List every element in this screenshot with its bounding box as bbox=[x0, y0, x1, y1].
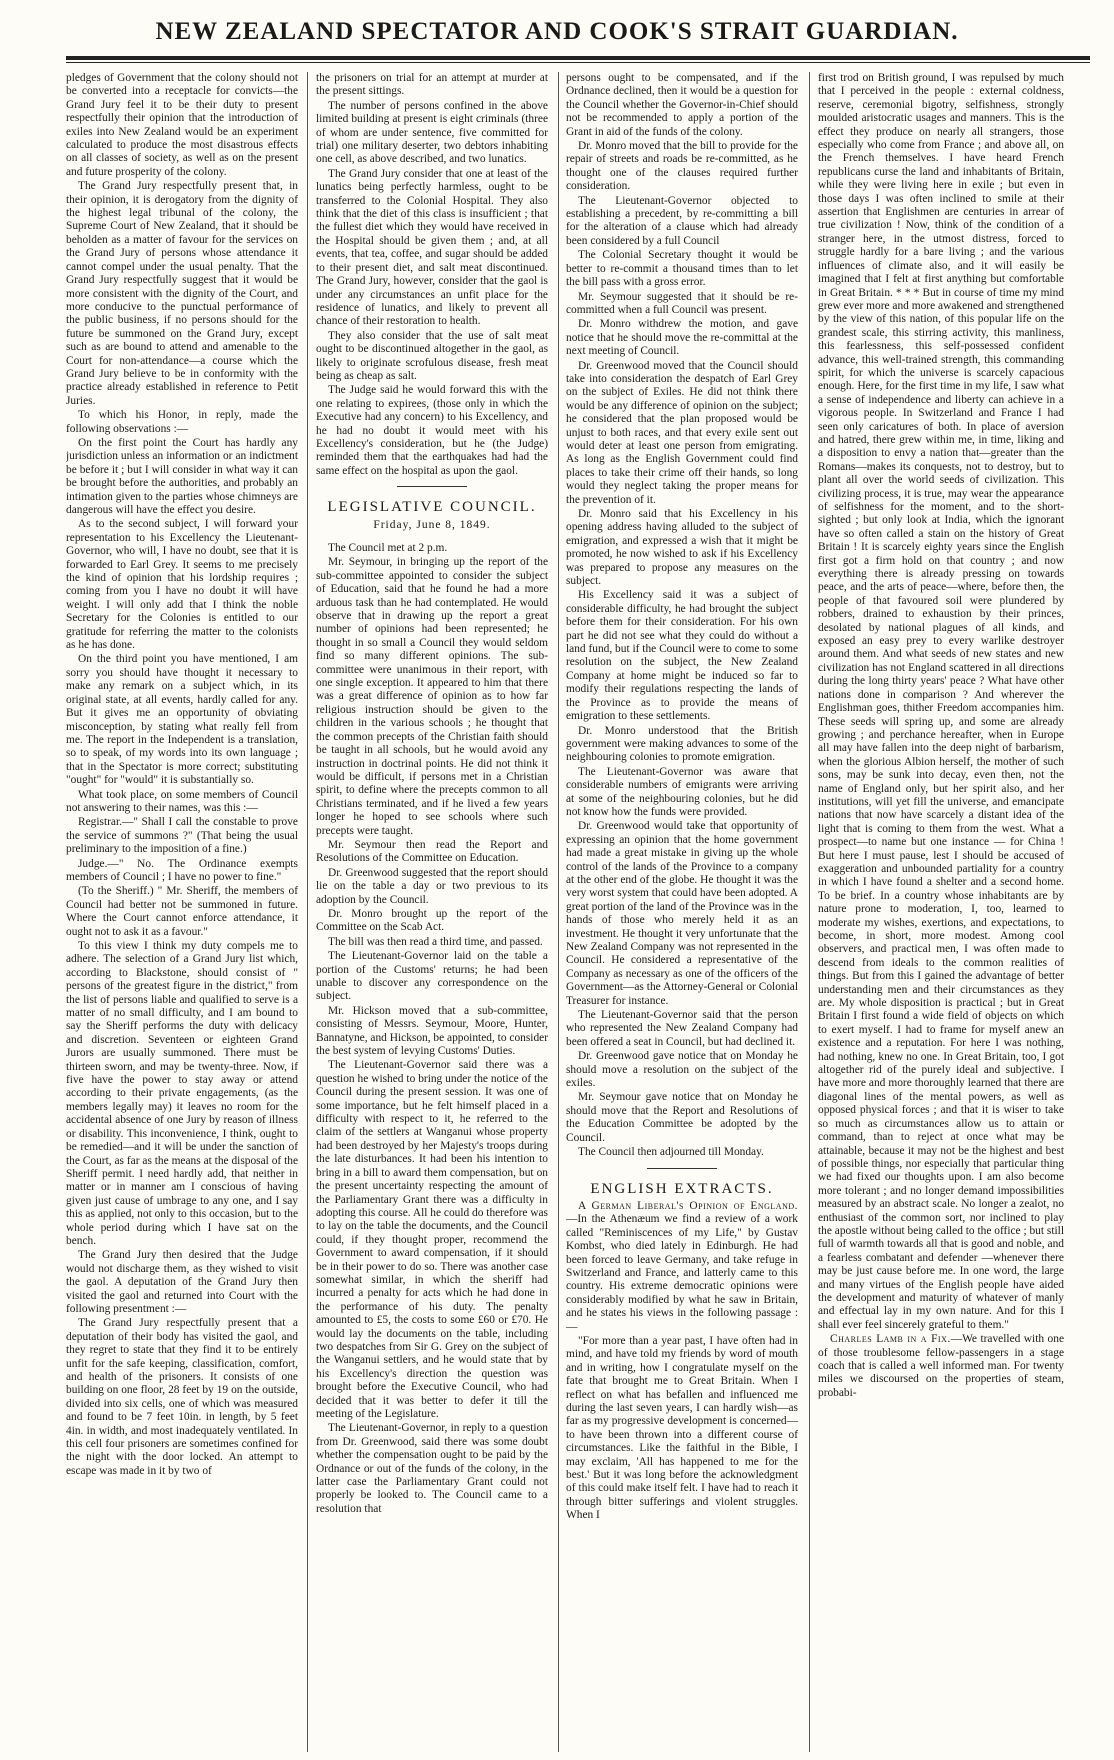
article-text: —We travelled with one of those troublesome fellow-passengers in a stage coach that is called a well informed man. For twenty miles we discoursed on the properties of steam, probabi- bbox=[818, 1333, 1064, 1399]
paragraph: Dr. Monro moved that the bill to provide for the repair of streets and roads be re-committed, as he thought one of the clauses required further consideration. bbox=[566, 140, 798, 193]
paragraph: The bill was then read a third time, and passed. bbox=[328, 935, 543, 948]
paragraph: The number of persons confined in the above limited building at present is eight criminals (three of whom are under sentence, five committed for trial) one military deserter, two debtors inhabiting one cell, as above described, and two lunatics. bbox=[316, 99, 548, 166]
paragraph: the prisoners on trial for an attempt at murder at the present sittings. bbox=[316, 72, 548, 98]
section-heading-legislative-council: LEGISLATIVE COUNCIL. bbox=[327, 499, 537, 516]
paragraph: To this view I think my duty compels me to adhere. The selection of a Grand Jury list which, according to Blackstone, should consist of " persons of the greatest figure in the district," from the list of persons liable and qualified to serve is a matter of no small difficulty, and I am bound to say the Sheriff performs the duty with delicacy and discretion. Seventeen or eighteen Grand Jurors are usually summoned. There must be thirteen sworn, and may be twenty-three. Now, if five have the power to stay away or attend according to their private engagements, (as the members legally may) it leaves no room for the accidental absence of one Jury by reason of illness or disability. This inconvenience, I think, ought to be remedied—and it will be under the sanction of the Court, as far as the means at the disposal of the Sheriff permit. I need hardly add, that neither in matter or in manner am I conscious of having given just cause of umbrage to any one, and I say this as applied, not only to this occasion, but to the whole period during which I have sat on the bench. bbox=[66, 940, 298, 1247]
paragraph: The Lieutenant-Governor said that the person who represented the New Zealand Company had been offered a seat in Council, but had declined it. bbox=[566, 1009, 798, 1048]
paragraph: Dr. Greenwood gave notice that on Monday he should move a resolution on the subject of the exiles. bbox=[566, 1050, 798, 1090]
column-4 bbox=[818, 72, 1064, 1752]
paragraph: pledges of Government that the colony should not be converted into a receptacle for convicts—the Grand Jury feel it to be their duty to present respectfully their opinion that the introduction of exiles into New Zealand would be an experiment calculated to produce the most disastrous effects on all classes of society, as well as on the present and future prosperity of the colony. bbox=[66, 72, 298, 178]
paragraph: Judge.—" No. The Ordinance exempts members of Council ; I have no power to fine." bbox=[66, 857, 298, 883]
section-heading-english-extracts: ENGLISH EXTRACTS. bbox=[590, 1180, 774, 1197]
paragraph: first trod on British ground, I was repulsed by much that I perceived in the people : external coldness, reserve, ceremonial bigotry, selfishness, strongly moulded aristocratic usages and manners. This is the effect they produce on nearly all strangers, those especially who come from France ; and above all, on the French themselves. I have heard French republicans curse the land and inhabitants of Britain, while they were living here in exile ; but even in those days I was often inclined to smile at their assertion that Englishmen are centuries in arrear of true civilization ! Now, think of the condition of a stranger here, in the utmost distress, forced to struggle hardly for a bare living ; and the various influences of climate also, and it will easily be imagined that I felt at first anything but comfortable in Great Britain. * * * But in course of time my mind grew ever more and more awakened and strengthened by the view of this nation, of this popular life on the grandest scale, this stirring activity, this manliness, this fearlessness, this self-possessed confident advance, this well-trained strength, this commanding spirit, for which the universe is scarcely capacious enough. Here, for the first time in my life, I saw what a sense of independence and liberty can achieve in a vigorous people. In Switzerland and France I had seen only caricatures of both. In place of aversion and hatred, there grew within me, in time, liking and a disposition to envy a nation that—greater than the Romans—makes its conquests, not to destroy, but to plant all over the world seeds of civilization. This civilizing process, it is true, may wear the appearance of selfishness for the moment, and to the short-sighted ; but only look at India, which the ignorant have so often called a stain on the history of Great Britain ! It is scarcely eighty years since the English first got a firm hold on that country ; and now everything there is already pressing on towards peace, and the arts of peace—where, before then, the people of that favoured soil were plundered by robbers, drained to exhaustion by their princes, desolated by national plagues of all kinds, and exposed an easy prey to every warlike destroyer around them. And what seeds of new states and new civilization has not England scattered in all directions during the long thirty years' peace ? What have other nations done in comparison ? And wherever the Englishman goes, thither Freedom accompanies him. These seeds will spring up, and some are already growing ; and perchance hereafter, when in Europe all may have fallen into the deep night of barbarism, when the glorious Albion herself, the mother of such sons, may be sunk into decay, even then, not the name of England only, but her spirit also, and her institutions, will yet fill the universe, and emancipate nations that now have scarcely a distant idea of the light that is coming to them from the west. What a prospect—to name but one instance — for China ! But here I must pause, lest I should be accused of exaggeration and unbounded partiality for a country in which I have found a shelter and a second home. To be brief. In a country whose inhabitants are by nature prone to moderation, I, too, learned to moderate my wishes, exertions, and expectations, to become, in short, more modest. Among cool observers, and practical men, I was often made to descend from ideals to the common realities of things. But from this I gained the advantage of better understanding men and their circumstances as they are. My whole disposition is practical ; but in Great Britain I first found a wide field of objects on which to exert myself. I had to frame for myself anew an existence and a reputation. For here I was nothing, had nothing, knew no one. In Great Britain, too, I got altogether rid of the purely ideal and subjective. I have more and more thoroughly learned that there are diagonal lines of the mental powers, as well as opposed physical forces ; and that it is wiser to take so much as circumstances allow us to attain or command, than to reject at once what may be attainable, because it may not be the highest and best of possible things, nor especially that particular thing we had fixed our thoughts upon. I am also become more tolerant ; and no longer demand impossibilities measured by an abstract scale. No longer a zealot, no enthusiast of the common sort, nor inclined to play the apostle without being called to the office ; but still full of warmth towards all that is good and noble, and a fearless combatant and defender —whenever there may be just cause before me. In one word, the large and many virtues of the English people have aided the development and maturity of whatever of manly and effectual lay in my own nature. And for this I shall ever feel sincerely grateful to them." bbox=[818, 72, 1064, 1331]
paragraph: Mr. Seymour suggested that it should be re-committed when a full Council was present. bbox=[566, 290, 798, 316]
column-3 bbox=[566, 72, 798, 1752]
article-lead: A German Liberal's Opinion of England. bbox=[578, 1199, 798, 1212]
paragraph: Mr. Seymour gave notice that on Monday he should move that the Report and Resolutions of the Education Committee be adopted by the Council. bbox=[566, 1091, 798, 1144]
masthead-rule-thin bbox=[66, 62, 1090, 63]
paragraph: The Grand Jury respectfully present that a deputation of their body has visited the gaol, and they regret to state that they find it to be entirely unfit for the safe keeping, classification, comfort, and health of the prisoners. It consists of one building on one floor, 28 feet by 19 on the outside, divided into six cells, one of which was measured and found to be 7 feet 10in. in length, by 5 feet 4in. in width, and most inadequately ventilated. In this cell four prisoners are sometimes confined for the night with the door locked. An attempt to escape was made in it by two of bbox=[66, 1317, 298, 1477]
section-rule bbox=[397, 486, 467, 487]
paragraph: Registrar.—" Shall I call the constable to prove the service of summons ?" (That being the usual preliminary to the imposition of a fine.) bbox=[66, 816, 298, 856]
paragraph: The Lieutenant-Governor objected to establishing a precedent, by re-committing a bill for the alteration of a clause which had already been considered by a full Council bbox=[566, 194, 798, 247]
masthead-rule bbox=[66, 56, 1090, 60]
paragraph: "For more than a year past, I have often had in mind, and have told my friends by word of mouth and in writing, how I congratulate myself on the fate that brought me to Great Britain. When I reflect on what has befallen and influenced me during the last seven years, I can hardly wish—as far as my progressive development is concerned—to have been thrown into a different course of circumstances. Like the faithful in the Bible, I may exclaim, 'All has happened to me for the best.' But it was long before the acknowledgment of this could make itself felt. I have had to reach it through bitter sufferings and violent struggles. When I bbox=[566, 1334, 798, 1522]
paragraph: The Grand Jury then desired that the Judge would not discharge them, as they wished to visit the gaol. A deputation of the Grand Jury then visited the gaol and returned into Court with the following presentment :— bbox=[66, 1249, 298, 1315]
paragraph: Mr. Seymour then read the Report and Resolutions of the Committee on Education. bbox=[316, 838, 548, 865]
section-date: Friday, June 8, 1849. bbox=[373, 518, 491, 531]
column-divider bbox=[809, 72, 810, 1752]
section-rule bbox=[647, 1168, 717, 1169]
paragraph: Dr. Greenwood moved that the Council should take into consideration the despatch of Earl Grey on the subject of Exiles. He did not think there would be any difference of opinion on the subject; he considered that the plan proposed would be unjust to both races, and that every exile sent out would deter at least one person from emigrating. As long as the English Government could find places to take their crime off their hands, so long would they neglect taking the proper means for the prevention of it. bbox=[566, 359, 798, 506]
paragraph: The Grand Jury respectfully present that, in their opinion, it is derogatory from the dignity of the highest legal tribunal of the colony, the Supreme Court of New Zealand, that it should be beholden as a matter of favour for the services on the Grand Jury of persons whose attendance it cannot compel under the usual penalty. That the Grand Jury respectfully suggest that it would be more consistent with the dignity of the Court, and more conducive to the punctual performance of the public business, if no persons should for the future be summoned on the Grand Jury, except such as are bound to attend and amenable to the Court for non-attendance—a course which the Grand Jury believe to be in conformity with the practice already established in reference to Petit Juries. bbox=[66, 180, 298, 407]
column-divider bbox=[307, 72, 308, 1752]
paragraph: The Grand Jury consider that one at least of the lunatics being perfectly harmless, ought to be transferred to the Colonial Hospital. They also think that the diet of this class is insufficient ; that the fullest diet which they would have received in the Hospital should be given them ; and, at all events, that tea, coffee, and sugar should be added to their present diet, and salt meat discontinued. The Grand Jury, however, consider that the gaol is under any circumstances an unfit place for the residence of lunatics, and likely to prevent all chance of their restoration to health. bbox=[316, 167, 548, 328]
article-text: —In the Athenæum we find a review of a work called "Reminiscences of my Life," by Gustav Kombst, who died lately in Edinburgh. He had been forced to leave Germany, and take refuge in Switzerland and France, and latterly came to this country. His extreme democratic opinions were considerably modified by what he saw in Britain, and he states his views in the following passage :— bbox=[566, 1213, 798, 1333]
paragraph: His Excellency said it was a subject of considerable difficulty, he had brought the subject before them for their consideration. For his own part he did not see what they could do without a land fund, but if the Council were to come to some resolution on the subject, the New Zealand Company at home might be induced so far to modify their regulations respecting the lands of the Province as to provide the means of emigration to these settlements. bbox=[566, 589, 798, 723]
paragraph: What took place, on some members of Council not answering to their names, was this :— bbox=[66, 788, 298, 814]
paragraph: Dr. Monro said that his Excellency in his opening address having alluded to the subject of emigration, and expressed a wish that it might be promoted, he now wished to ask if his Excellency was prepared to propose any measures on the subject. bbox=[566, 508, 798, 588]
paragraph: persons ought to be compensated, and if the Ordnance declined, then it would be a question for the Council whether the Governor-in-Chief should not be recommended to apply a portion of the Grant in aid of the funds of the colony. bbox=[566, 72, 798, 138]
paragraph: The Lieutenant-Governor laid on the table a portion of the Customs' returns; he had been unable to discover any correspondence on the subject. bbox=[316, 950, 548, 1003]
paragraph: Dr. Greenwood suggested that the report should lie on the table a day or two previous to its adoption by the Council. bbox=[316, 866, 548, 906]
paragraph: The Judge said he would forward this with the one relating to expirees, (those only in which the Executive had any concern) to his Excellency, and he had no doubt it would meet with his Excellency's consideration, but he (the Judge) reminded them that the earthquakes had had the same effect on the hospital as upon the gaol. bbox=[316, 384, 548, 477]
paragraph: They also consider that the use of salt meat ought to be discontinued altogether in the gaol, as likely to originate scrofulous disease, fresh meat being as cheap as salt. bbox=[316, 329, 548, 382]
paragraph: Dr. Greenwood would take that opportunity of expressing an opinion that the home government had made a great mistake in giving up the whole control of the lands of the Province to a company at the other end of the globe. He thought it was the very worst system that could have been adopted. A great portion of the land of the Province was in the hands of those who merely held it as an investment. He thought it very unfortunate that the New Zealand Company was not represented in the Council. He considered a representative of the Company as necessary as one of the officers of the Government—as the Attorney-General or Colonial Treasurer for instance. bbox=[566, 820, 798, 1007]
paragraph: On the first point the Court has hardly any jurisdiction unless an information or an indictment be before it ; but I will consider in what way it can be brought before the authorities, and probably an intimation given to the parties whose chimneys are dangerous will have the effect you desire. bbox=[66, 436, 298, 516]
masthead-title: NEW ZEALAND SPECTATOR AND COOK'S STRAIT GUARDIAN. bbox=[155, 18, 959, 45]
paragraph: Mr. Seymour, in bringing up the report of the sub-committee appointed to consider the subject of Education, said that he found he had a more arduous task than he had contemplated. He would observe that in drawing up the report a great number of opinions had been represented; he thought in so small a Council they would seldom find so many different opinions. The sub-committee were unanimous in their report, with one single exception. It appeared to him that there was a great difference of opinion as to how far religious instruction should be given to the children in the various schools ; he thought that the common precepts of the Christian faith should be taught in all schools, but he would avoid any instruction in doctrinal points. He did not think it would be difficult, if persons met in a Christian spirit, to define where the precepts common to all Christians terminated, and if he lived a few years longer he hoped to see schools where such precepts were taught. bbox=[316, 556, 548, 837]
paragraph: Dr. Monro understood that the British government were making advances to some of the neighbouring colonies to promote emigration. bbox=[566, 724, 798, 764]
article-lead: Charles Lamb in a Fix. bbox=[830, 1333, 951, 1346]
paragraph: On the third point you have mentioned, I am sorry you should have thought it necessary to make any remark on a subject which, in its original state, at all events, hardly called for any. But it gives me an opportunity of obviating misconception, by stating what really fell from me. The report in the Independent is a translation, so to speak, of my words into its own language ; that in the Spectator is more correct; substituting "ought" for "would" it is substantially so. bbox=[66, 653, 298, 787]
paragraph: Dr. Monro withdrew the motion, and gave notice that he should move the re-committal at the next meeting of Council. bbox=[566, 318, 798, 358]
paragraph: The Lieutenant-Governor said there was a question he wished to bring under the notice of the Council during the present session. It was one of some importance, but he felt himself placed in a difficulty with respect to it, he referred to the claim of the settlers at Wanganui whose property had been destroyed by her Majesty's troops during the late disturbances. It had been his intention to bring in a bill to award them compensation, but on the present uncertainty respecting the amount of the Parliamentary Grant there was a difficulty in adopting this course. All he could do therefore was to lay on the table the documents, and the Council could, if they thought proper, recommend the Government to award compensation, if it should be in their power to do so. There was another case somewhat similar, in which the sheriff had incurred a penalty for acts which he had done in the performance of his duty. The penalty amounted to £5, the costs to some £60 or £70. He would lay the documents on the table, including two despatches from Sir G. Grey on the subject of the Wanganui settlers, and he would state that by his Excellency's direction the question was brought before the Executive Council, who had decided that it was better to defer it till the meeting of the Legislature. bbox=[316, 1059, 548, 1420]
paragraph: Mr. Hickson moved that a sub-committee, consisting of Messrs. Seymour, Moore, Hunter, Bannatyne, and Hickson, be appointed, to consider the best system of levying Customs' Duties. bbox=[316, 1004, 548, 1058]
paragraph: (To the Sheriff.) " Mr. Sheriff, the members of Council had better not be summoned in future. Where the Court cannot enforce attendance, it ought not to ask it as a favour." bbox=[66, 885, 298, 938]
paragraph: To which his Honor, in reply, made the following observations :— bbox=[66, 409, 298, 435]
column-divider bbox=[558, 72, 559, 1752]
paragraph: The Lieutenant-Governor was aware that considerable numbers of emigrants were arriving at some of the neighbouring colonies, but he did not know how the funds were provided. bbox=[566, 765, 798, 818]
paragraph: As to the second subject, I will forward your representation to his Excellency the Lieutenant-Governor, who will, I have no doubt, see that it is forwarded to Earl Grey. It seems to me precisely the kind of opinion that his lordship requires ; coming from you I have no doubt it will have weight. I will only add that I think the noble Secretary for the Colonies is entitled to our gratitude for referring the matter to the colonists as he has done. bbox=[66, 518, 298, 652]
paragraph: The Council met at 2 p.m. bbox=[328, 542, 448, 554]
paragraph: Dr. Monro brought up the report of the Committee on the Scab Act. bbox=[316, 907, 548, 934]
paragraph: The Colonial Secretary thought it would be better to re-commit a thousand times than to let the bill pass with a gross error. bbox=[566, 249, 798, 289]
column-2 bbox=[316, 72, 548, 1752]
paragraph: The Council then adjourned till Monday. bbox=[578, 1146, 764, 1159]
paragraph: The Lieutenant-Governor, in reply to a question from Dr. Greenwood, said there was some doubt whether the compensation ought to be paid by the Ordnance or out of the funds of the colony, in the latter case the Parliamentary Grant could not properly be looked to. The Council came to a resolution that bbox=[316, 1422, 548, 1515]
column-1 bbox=[66, 72, 298, 1752]
